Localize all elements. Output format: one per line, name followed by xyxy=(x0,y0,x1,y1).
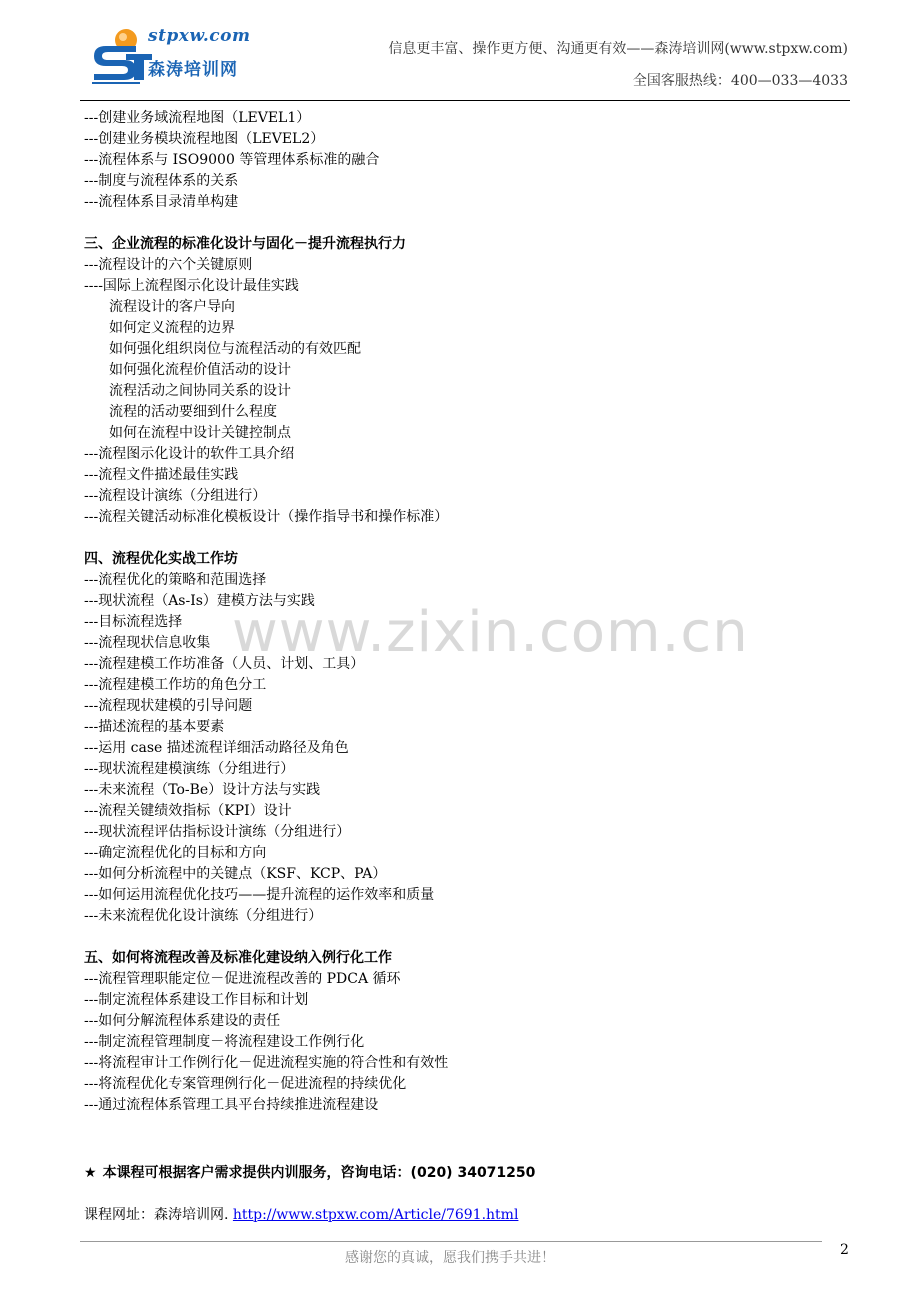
sub-list-item: 如何定义流程的边界 xyxy=(109,320,235,336)
list-item: ---描述流程的基本要素 xyxy=(84,719,225,735)
list-item: ---如何分析流程中的关键点（KSF、KCP、PA） xyxy=(84,866,387,882)
list-item: ---制度与流程体系的关系 xyxy=(84,173,239,189)
list-item: ---将流程审计工作例行化－促进流程实施的符合性和有效性 xyxy=(84,1055,449,1071)
course-url-line xyxy=(84,1204,518,1224)
list-item: ---如何分解流程体系建设的责任 xyxy=(84,1013,281,1029)
list-item: ---现状流程（As-Is）建模方法与实践 xyxy=(84,593,315,609)
list-item: ---流程体系与 ISO9000 等管理体系标准的融合 xyxy=(84,152,380,168)
list-item: ---流程优化的策略和范围选择 xyxy=(84,572,267,588)
list-item: ---流程关键绩效指标（KPI）设计 xyxy=(84,803,292,819)
list-item: ---流程图示化设计的软件工具介绍 xyxy=(84,446,295,462)
page-header xyxy=(0,0,920,105)
spacer xyxy=(84,213,844,234)
header-hotline: 全国客服热线：400—033—4033 xyxy=(632,73,848,89)
list-item: ---未来流程（To-Be）设计方法与实践 xyxy=(84,782,321,798)
notice-text: 本课程可根据客户需求提供内训服务，咨询电话：(020) 34071250 xyxy=(102,1165,536,1181)
list-item: ---流程建模工作坊的角色分工 xyxy=(84,677,267,693)
list-item: ---流程关键活动标准化模板设计（操作指导书和操作标准） xyxy=(84,509,449,525)
header-tagline: 信息更丰富、操作更方便、沟通更有效——森涛培训网(www.stpxw.com) xyxy=(388,41,848,57)
sub-list-item: 流程设计的客户导向 xyxy=(109,299,235,315)
list-item: ---现状流程评估指标设计演练（分组进行） xyxy=(84,824,351,840)
list-item: ---确定流程优化的目标和方向 xyxy=(84,845,267,861)
section-3-heading: 三、企业流程的标准化设计与固化－提升流程执行力 xyxy=(84,236,406,252)
list-item: ---将流程优化专案管理例行化－促进流程的持续优化 xyxy=(84,1076,407,1092)
logo-url-text: stpxw.com xyxy=(148,26,251,46)
footer-divider xyxy=(80,1241,822,1242)
spacer xyxy=(84,927,844,948)
list-item: ----国际上流程图示化设计最佳实践 xyxy=(84,278,299,294)
spacer xyxy=(84,528,844,549)
course-url-link[interactable]: http://www.stpxw.com/Article/7691.html xyxy=(232,1207,519,1223)
section-4-heading: 四、流程优化实战工作坊 xyxy=(84,551,238,567)
footer-message: 感谢您的真诚，愿我们携手共进！ xyxy=(345,1250,555,1266)
course-url-label: 课程网址：森涛培训网. xyxy=(84,1207,233,1223)
list-item: ---如何运用流程优化技巧——提升流程的运作效率和质量 xyxy=(84,887,435,903)
list-item: ---流程文件描述最佳实践 xyxy=(84,467,239,483)
inhouse-training-notice xyxy=(84,1162,535,1182)
list-item: ---未来流程优化设计演练（分组进行） xyxy=(84,908,323,924)
list-item: ---流程管理职能定位－促进流程改善的 PDCA 循环 xyxy=(84,971,401,987)
sub-list-item: 流程的活动要细到什么程度 xyxy=(109,404,277,420)
header-divider xyxy=(80,100,850,101)
list-item: ---流程现状建模的引导问题 xyxy=(84,698,253,714)
top-items-list xyxy=(84,108,844,213)
list-item: ---运用 case 描述流程详细活动路径及角色 xyxy=(84,740,349,756)
sub-list-item: 如何在流程中设计关键控制点 xyxy=(109,425,291,441)
document-body xyxy=(84,108,844,1116)
watermark: www.zixin.com.cn xyxy=(232,600,749,665)
sub-list-item: 如何强化流程价值活动的设计 xyxy=(109,362,291,378)
list-item: ---流程体系目录清单构建 xyxy=(84,194,239,210)
list-item: ---流程建模工作坊准备（人员、计划、工具） xyxy=(84,656,365,672)
list-item: ---创建业务域流程地图（LEVEL1） xyxy=(84,110,311,126)
list-item: ---流程设计演练（分组进行） xyxy=(84,488,267,504)
sub-list-item: 流程活动之间协同关系的设计 xyxy=(109,383,291,399)
list-item: ---制定流程管理制度－将流程建设工作例行化 xyxy=(84,1034,365,1050)
list-item: ---现状流程建模演练（分组进行） xyxy=(84,761,295,777)
logo-name: 森涛培训网 xyxy=(148,60,238,80)
list-item: ---制定流程体系建设工作目标和计划 xyxy=(84,992,309,1008)
list-item: ---目标流程选择 xyxy=(84,614,183,630)
list-item: ---创建业务模块流程地图（LEVEL2） xyxy=(84,131,325,147)
star-icon: ★ xyxy=(84,1165,97,1181)
section-5-heading: 五、如何将流程改善及标准化建设纳入例行化工作 xyxy=(84,950,392,966)
list-item: ---通过流程体系管理工具平台持续推进流程建设 xyxy=(84,1097,379,1113)
page-number: 2 xyxy=(840,1242,849,1258)
list-item: ---流程现状信息收集 xyxy=(84,635,211,651)
list-item: ---流程设计的六个关键原则 xyxy=(84,257,253,273)
sub-list-item: 如何强化组织岗位与流程活动的有效匹配 xyxy=(109,341,361,357)
